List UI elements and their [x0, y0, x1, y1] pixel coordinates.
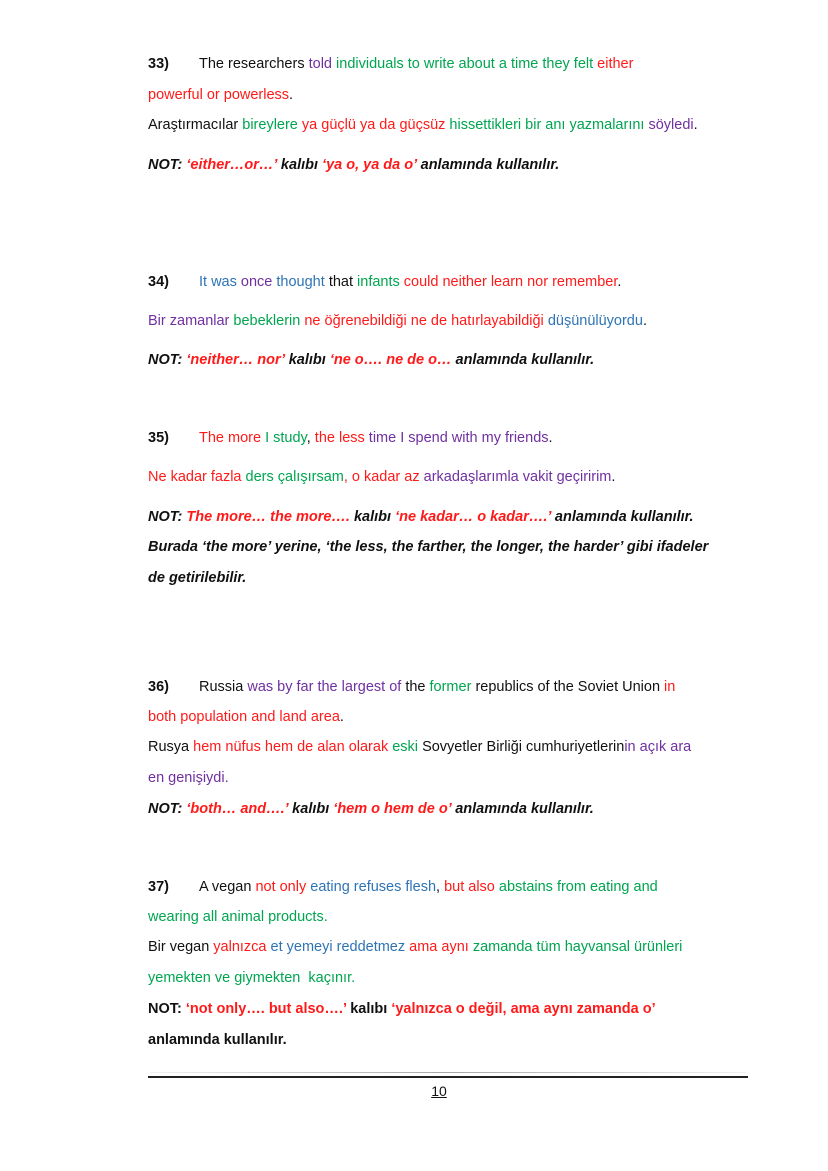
text-segment: , o kadar az	[343, 469, 424, 485]
text-segment: either	[597, 56, 634, 72]
text-segment: in açık ara	[624, 739, 692, 755]
text-segment: ‘yalnızca o değil, ama aynı zamanda o’	[391, 1001, 656, 1017]
text-segment: anlamında kullanılır.	[451, 801, 594, 817]
text-segment: ‘neither… nor’	[186, 352, 285, 368]
item-33-turkish-line	[148, 116, 698, 134]
text-segment: ‘both… and….’	[186, 801, 289, 817]
text-segment: infants	[357, 274, 404, 290]
text-segment: ‘ne o…. ne de o…	[329, 352, 452, 368]
footer-rule	[148, 1076, 748, 1078]
text-segment: kalıbı	[346, 1001, 392, 1017]
item-34-english-line	[148, 273, 621, 291]
item-37-note-line-2: anlamında kullanılır.	[148, 1032, 287, 1048]
text-segment: time I spend with my friends	[368, 430, 549, 446]
text-segment: not only	[255, 879, 311, 895]
text-segment: anlamında kullanılır.	[451, 352, 595, 368]
text-segment: .	[642, 313, 647, 329]
text-segment: kalıbı	[284, 352, 330, 368]
text-segment: NOT:	[148, 509, 187, 525]
text-segment: but also	[444, 879, 499, 895]
item-37-turkish-line-1	[148, 938, 682, 956]
item-36-english-line-1	[148, 678, 675, 696]
text-segment: anlamında kullanılır.	[550, 509, 694, 525]
item-number: 35)	[148, 430, 169, 446]
text-segment: I study	[265, 430, 307, 446]
text-segment: kalıbı	[288, 801, 334, 817]
text-segment: .	[548, 430, 553, 446]
item-number: 33)	[148, 56, 169, 72]
text-segment: The researchers	[199, 56, 309, 72]
text-segment: former	[429, 679, 476, 695]
text-segment: thought	[276, 274, 329, 290]
text-segment: ya güçlü ya da güçsüz	[301, 117, 450, 133]
text-segment: ,	[436, 879, 445, 895]
text-segment: eski	[392, 739, 423, 755]
text-segment: kalıbı	[276, 157, 323, 173]
text-segment: once	[240, 274, 277, 290]
item-37-turkish-line-2: yemekten ve giymekten kaçınır.	[148, 970, 356, 986]
text-segment: arkadaşlarımla vakit geçiririm	[423, 469, 612, 485]
text-segment: that	[328, 274, 358, 290]
text-segment: yalnızca	[213, 939, 271, 955]
text-segment: et yemeyi reddetmez	[270, 939, 410, 955]
text-segment: eating refuses flesh	[310, 879, 437, 895]
text-segment: the	[405, 679, 430, 695]
item-33-english-line-2	[148, 86, 293, 104]
text-segment: söyledi	[648, 117, 694, 133]
item-36-turkish-line-1	[148, 738, 691, 756]
text-segment: ‘hem o hem de o’	[333, 801, 452, 817]
text-segment: .	[339, 709, 344, 725]
text-segment: .	[289, 87, 294, 103]
text-segment: NOT:	[148, 801, 187, 817]
text-segment: bireylere	[242, 117, 302, 133]
text-segment: could neither learn nor remember	[403, 274, 618, 290]
item-number: 34)	[148, 274, 169, 290]
item-33-english-line-1	[148, 55, 633, 73]
item-35-note-line-3: de getirilebilir.	[148, 570, 247, 586]
text-segment: Bir vegan	[148, 939, 214, 955]
text-segment: Bir zamanlar	[148, 313, 234, 329]
item-number: 36)	[148, 679, 169, 695]
text-segment: ama aynı	[409, 939, 473, 955]
text-segment: the less	[314, 430, 369, 446]
text-segment: NOT:	[148, 1001, 186, 1017]
text-segment: Russia	[199, 679, 248, 695]
page-number: 10	[431, 1083, 447, 1099]
text-segment: The more… the more….	[186, 509, 350, 525]
text-segment: NOT:	[148, 352, 187, 368]
text-segment: NOT:	[148, 157, 187, 173]
text-segment: A vegan	[199, 879, 256, 895]
item-number: 37)	[148, 879, 169, 895]
footer-rule-shadow	[150, 1072, 746, 1073]
item-35-note-line-2: Burada ‘the more’ yerine, ‘the less, the farther, the longer, the harder’ gibi ifadeler	[148, 539, 709, 555]
text-segment: abstains from eating and	[498, 879, 658, 895]
item-37-note	[148, 1000, 656, 1018]
text-segment: told	[308, 56, 337, 72]
item-35-note	[148, 508, 694, 526]
text-segment: was by far the largest of	[247, 679, 406, 695]
item-37-english-line-1	[148, 878, 658, 896]
text-segment: Sovyetler Birliği cumhuriyetlerin	[422, 739, 625, 755]
text-segment: both population and land area	[148, 709, 340, 725]
item-35-turkish-line	[148, 468, 615, 486]
text-segment: individuals to write about a time they felt	[336, 56, 598, 72]
item-33-note	[148, 156, 559, 174]
text-segment: in	[664, 679, 676, 695]
text-segment: ‘either…or…’	[186, 157, 277, 173]
text-segment: düşünülüyordu	[547, 313, 643, 329]
text-segment: anlamında kullanılır.	[416, 157, 560, 173]
text-segment: republics of the Soviet Union	[475, 679, 665, 695]
text-segment: zamanda tüm hayvansal ürünleri	[472, 939, 683, 955]
text-segment: .	[611, 469, 616, 485]
text-segment: Ne kadar fazla	[148, 469, 246, 485]
text-segment: kalıbı	[349, 509, 396, 525]
item-36-turkish-line-2: en genişiydi.	[148, 770, 229, 786]
text-segment: powerful or powerless	[148, 87, 290, 103]
text-segment: ‘not only…. but also….’	[185, 1001, 347, 1017]
text-segment: The more	[199, 430, 266, 446]
item-34-turkish-line	[148, 312, 647, 330]
item-35-english-line	[148, 429, 553, 447]
text-segment: .	[617, 274, 622, 290]
text-segment: hem nüfus hem de alan olarak	[193, 739, 393, 755]
text-segment: bebeklerin	[233, 313, 305, 329]
text-segment: It was	[199, 274, 241, 290]
text-segment: Araştırmacılar	[148, 117, 243, 133]
text-segment: hissettikleri bir anı yazmalarını	[449, 117, 649, 133]
item-37-english-line-2: wearing all animal products.	[148, 909, 328, 925]
text-segment: .	[693, 117, 698, 133]
item-36-note	[148, 800, 594, 818]
text-segment: ders çalışırsam	[245, 469, 344, 485]
text-segment: ne öğrenebildiği ne de hatırlayabildiği	[304, 313, 548, 329]
text-segment: Rusya	[148, 739, 194, 755]
text-segment: ‘ne kadar… o kadar….’	[395, 509, 551, 525]
text-segment: ‘ya o, ya da o’	[322, 157, 417, 173]
item-36-english-line-2	[148, 708, 344, 726]
item-34-note	[148, 351, 594, 369]
text-segment: ,	[306, 430, 315, 446]
